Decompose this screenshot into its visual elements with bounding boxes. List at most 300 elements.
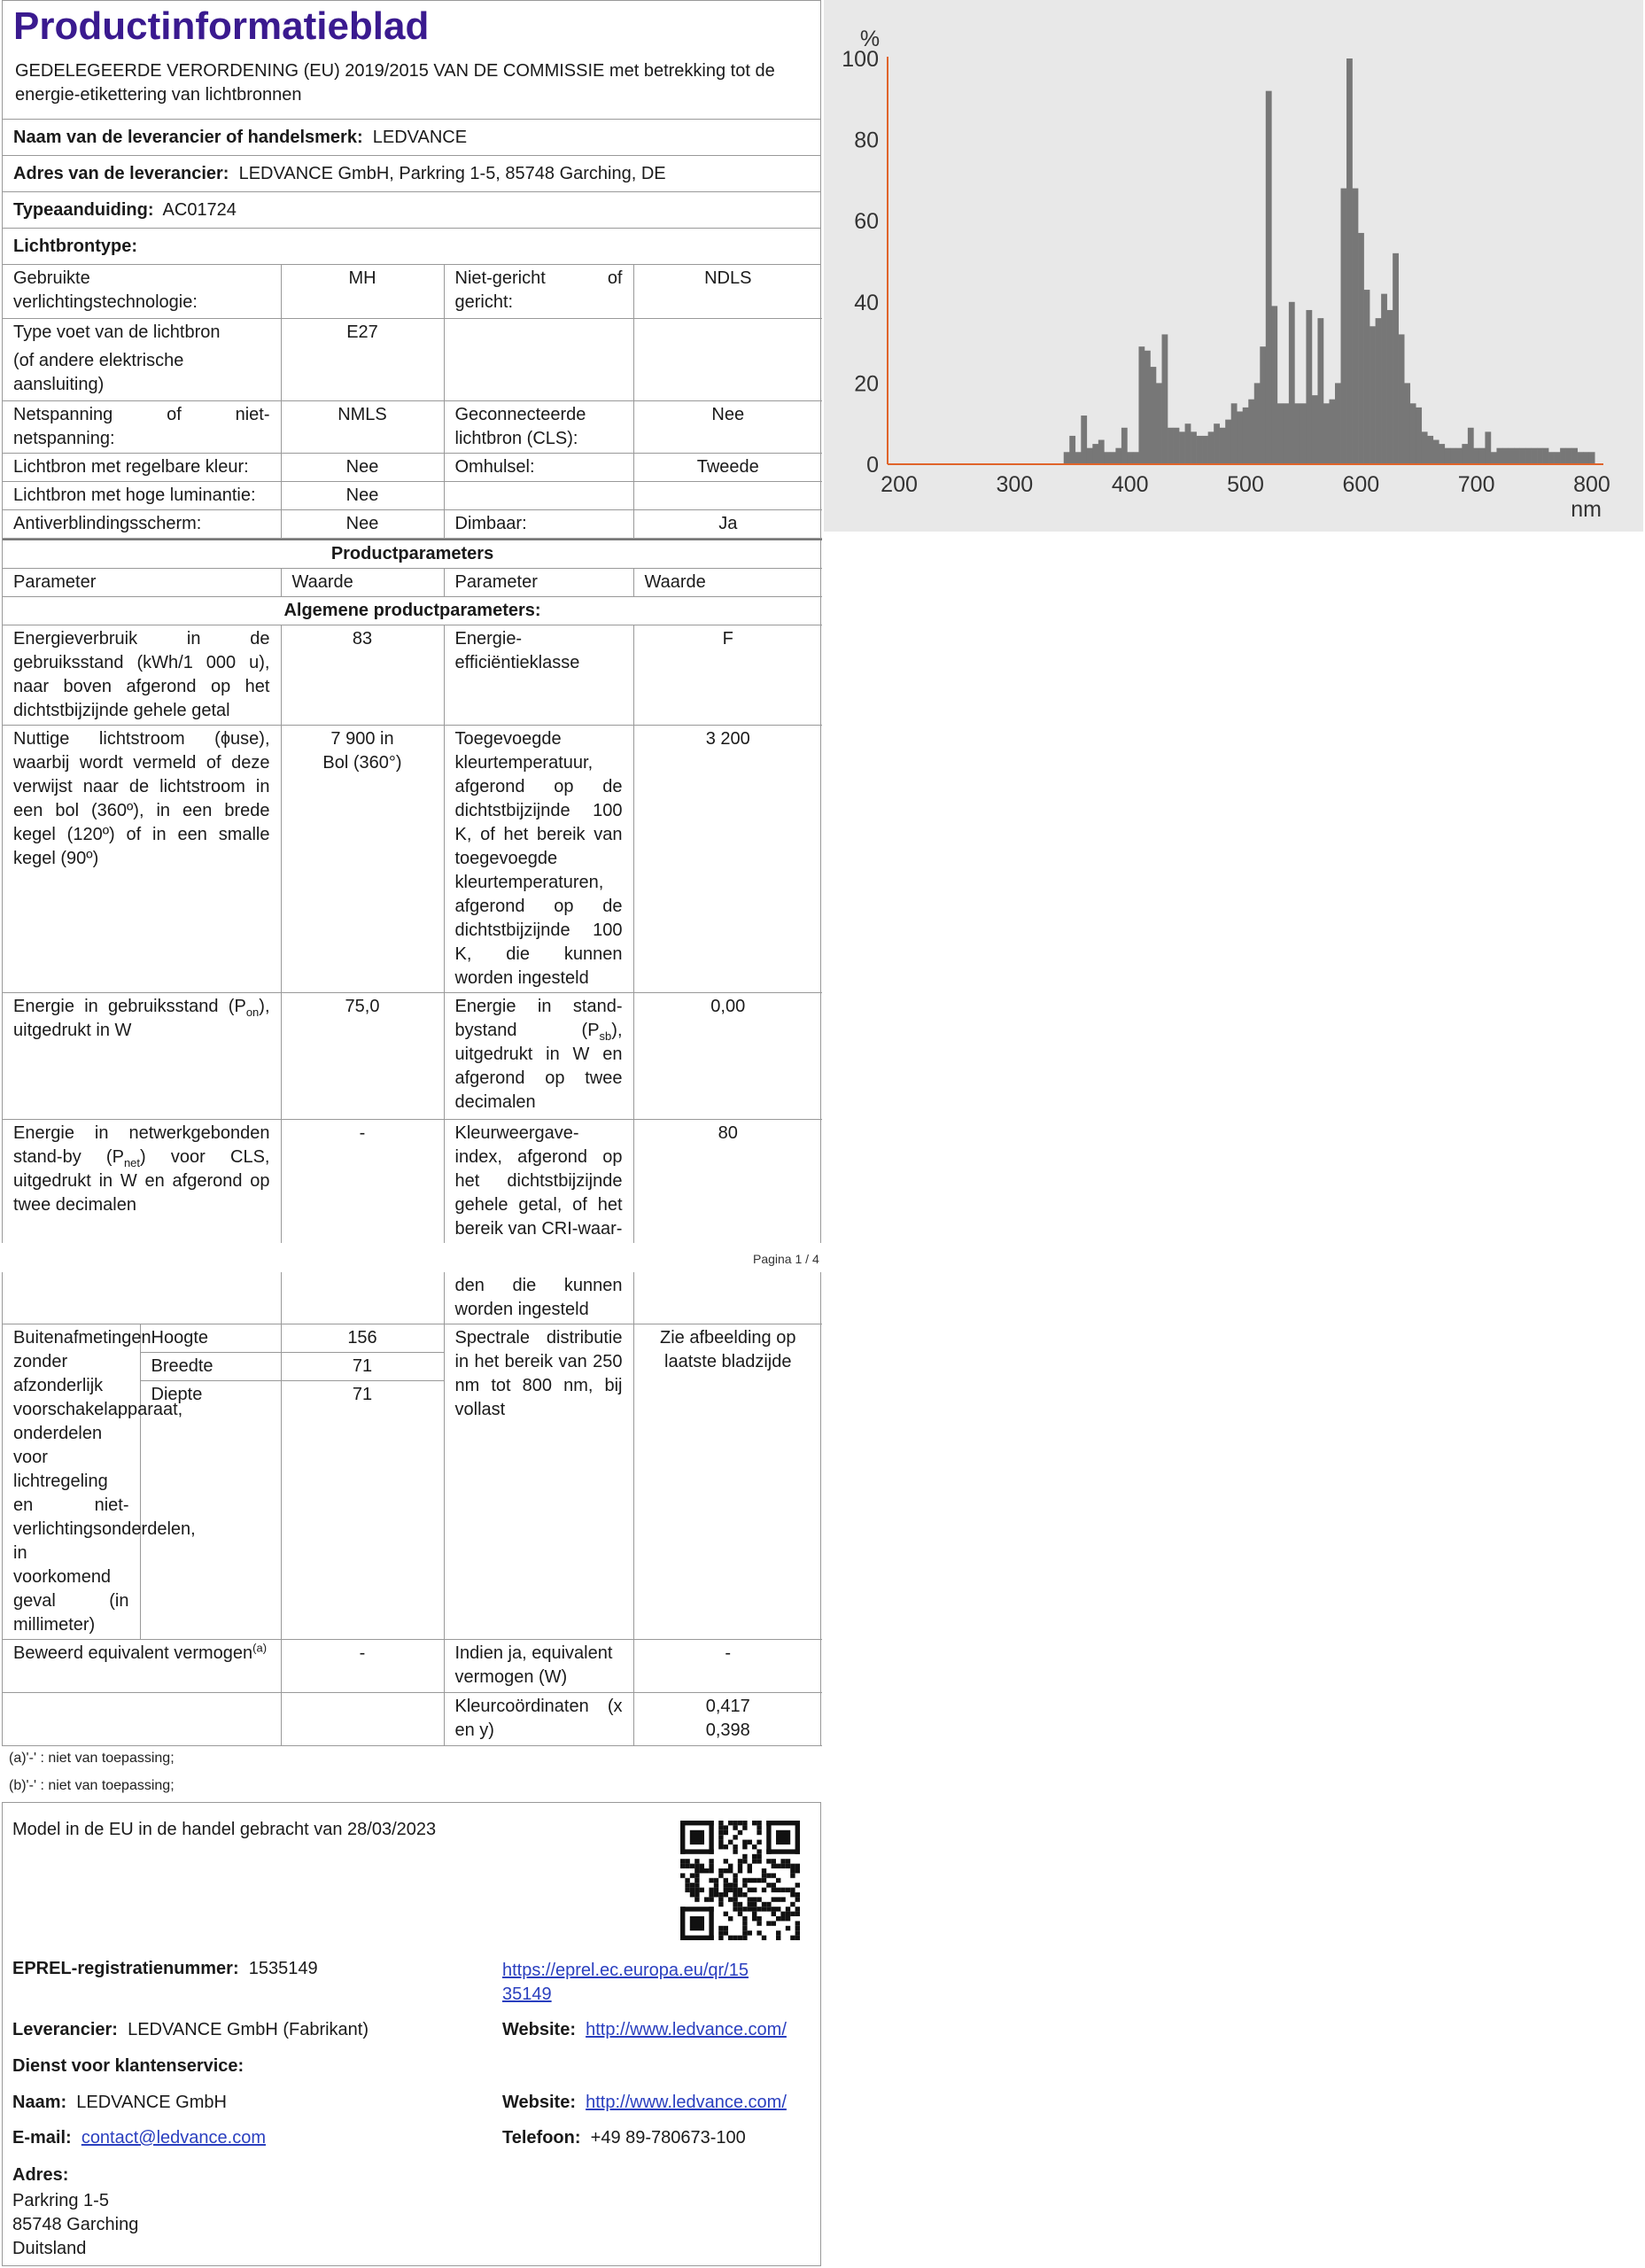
qr-module: [718, 1845, 723, 1849]
qr-module: [733, 1883, 737, 1887]
table-row: [3, 453, 822, 481]
qr-module: [766, 1907, 771, 1911]
spectrum-bar: [1404, 383, 1410, 464]
qr-module: [795, 1926, 800, 1930]
qr-module: [724, 1830, 728, 1835]
qr-module: [780, 1859, 785, 1863]
qr-module: [704, 1897, 709, 1901]
qr-module: [772, 1859, 776, 1863]
value-cell: Ja: [633, 509, 822, 538]
dimension-name: Hoogte: [140, 1324, 281, 1353]
dimension-value: 71: [281, 1381, 444, 1640]
qr-module: [680, 1859, 685, 1863]
qr-module: [772, 1873, 776, 1877]
y-tick-label: 80: [854, 128, 879, 153]
qr-module: [776, 1907, 780, 1911]
service-label: [12, 2056, 244, 2077]
page-title: Productinformatieblad: [13, 4, 430, 48]
spectrum-svg: [824, 0, 1643, 532]
table-row: [3, 481, 822, 509]
qr-module: [752, 1912, 757, 1916]
spectrum-bar: [1370, 326, 1376, 464]
qr-module: [757, 1849, 761, 1853]
qr-module: [795, 1892, 800, 1897]
label-cell: Geconnecteerde lichtbron (CLS):: [444, 400, 633, 453]
spectrum-bar: [1185, 423, 1191, 464]
qr-module: [742, 1907, 747, 1911]
qr-module: [714, 1883, 718, 1887]
phone-value: +49 89-780673-100: [590, 2128, 746, 2148]
spectral-label: Spectrale distributie in het bereik van 250 nm tot 800 nm, bij vollast: [444, 1324, 633, 1640]
table-row: [3, 540, 822, 569]
label-cell: Lichtbron met regelbare kleur:: [3, 453, 281, 481]
qr-module: [766, 1921, 771, 1925]
spectrum-bar: [1138, 346, 1145, 464]
supplier-value: LEDVANCE GmbH (Fabrikant): [128, 2020, 369, 2039]
eprel-link-line-2[interactable]: 35149: [502, 1984, 552, 2004]
qr-module: [790, 1868, 795, 1873]
qr-module: [795, 1868, 800, 1873]
qr-module: [742, 1845, 747, 1849]
qr-module: [742, 1930, 747, 1935]
spectrum-bar: [1496, 448, 1502, 464]
qr-module: [742, 1821, 747, 1825]
qr-module: [738, 1892, 742, 1897]
spectrum-bar: [1376, 318, 1382, 464]
spectrum-bar: [1491, 452, 1497, 464]
email-row: [12, 2128, 266, 2148]
spectrum-bar: [1473, 448, 1479, 464]
column-header: Parameter: [444, 568, 633, 596]
value-cell: 80: [633, 1119, 822, 1243]
label-cell: [444, 992, 633, 1119]
qr-module: [694, 1873, 699, 1877]
qr-module: [748, 1902, 752, 1907]
label-cell: Niet-gericht of gericht:: [444, 265, 633, 318]
spectrum-bar: [1525, 448, 1532, 464]
equivalent-watt-value: -: [633, 1640, 822, 1693]
qr-module: [718, 1936, 723, 1940]
value-cell: NDLS: [633, 265, 822, 318]
type-id-row: [3, 192, 820, 229]
y-tick-label: 40: [854, 290, 879, 315]
value-cell: 75,0: [281, 992, 444, 1119]
qr-module: [694, 1868, 699, 1873]
qr-module: [738, 1830, 742, 1835]
table-row: [3, 725, 822, 992]
dimension-value: 156: [281, 1324, 444, 1353]
value-cell: 83: [281, 625, 444, 725]
spectrum-bar: [1532, 448, 1538, 464]
qr-module: [718, 1892, 723, 1897]
spectrum-bar: [1514, 448, 1520, 464]
datasheet-page-2: [2, 1272, 821, 1746]
params-table-continued: [3, 1272, 822, 1746]
qr-module: [733, 1897, 737, 1901]
type-table: [3, 265, 822, 539]
spectrum-bar: [1202, 436, 1208, 464]
spectrum-bar: [1399, 334, 1405, 464]
qr-module: [757, 1830, 761, 1835]
qr-module: [786, 1864, 790, 1868]
qr-module: [748, 1840, 752, 1845]
spectrum-bar: [1098, 440, 1105, 464]
value-cell: [633, 318, 822, 400]
dimension-name: Breedte: [140, 1353, 281, 1381]
qr-module: [733, 1825, 737, 1829]
qr-module: [748, 1907, 752, 1911]
label-cell: [444, 481, 633, 509]
label-cell: Energie-efficiëntieklasse: [444, 625, 633, 725]
spectrum-bar: [1422, 431, 1428, 464]
qr-module: [728, 1840, 733, 1845]
website-2-row: [502, 2093, 787, 2113]
spectrum-bar: [1271, 306, 1277, 464]
p-on-sub: on: [245, 1005, 260, 1019]
spectrum-bar: [1191, 431, 1197, 464]
qr-module: [786, 1859, 790, 1863]
qr-module: [776, 1888, 780, 1892]
regulation-text: GEDELEGEERDE VERORDENING (EU) 2019/2015 VAN DE COMMISSIE met betrekking tot de energie-etikettering van lichtbronnen: [15, 61, 775, 105]
light-source-type-row: [3, 229, 820, 265]
spectrum-bar: [1323, 403, 1330, 464]
spectrum-bar: [1168, 428, 1174, 464]
spectrum-bar: [1566, 448, 1572, 464]
label-cell: [3, 318, 281, 400]
qr-module: [733, 1835, 737, 1839]
qr-module: [690, 1864, 694, 1868]
qr-module: [762, 1907, 766, 1911]
qr-module: [694, 1892, 699, 1897]
qr-module: [728, 1883, 733, 1887]
dimensions-label: Buitenafmetingen zonder afzonderlijk voorschakelapparaat, onderdelen voor lichtregeling en niet-verlichtingsonderdelen, in voorkomend geval (in millimeter): [3, 1324, 140, 1640]
chromaticity-x: 0,417: [705, 1697, 750, 1716]
supplier-name-value: LEDVANCE: [372, 128, 468, 147]
qr-finder: [766, 1821, 800, 1825]
qr-module: [724, 1825, 728, 1829]
qr-module: [733, 1878, 737, 1883]
qr-module: [757, 1921, 761, 1925]
spectrum-bar: [1462, 444, 1468, 464]
y-tick-label: 0: [866, 453, 879, 478]
qr-module: [757, 1897, 761, 1901]
qr-module: [718, 1835, 723, 1839]
table-row: [3, 992, 822, 1119]
spectrum-bar: [1358, 233, 1364, 464]
supplier-address-label: Adres van de leverancier:: [13, 164, 229, 183]
qr-module: [786, 1888, 790, 1892]
qr-module: [757, 1907, 761, 1911]
p-net-label-a: Energie in netwerkgebonden stand-by (P: [13, 1122, 270, 1167]
y-tick-label: 100: [842, 47, 879, 72]
qr-module: [742, 1859, 747, 1863]
eprel-value: 1535149: [248, 1959, 318, 1978]
qr-module: [709, 1897, 713, 1901]
p-net-label-b: ) voor CLS, uitgedrukt in W en afgerond op twee decimalen: [13, 1146, 270, 1215]
value-cell: 0,00: [633, 992, 822, 1119]
qr-module: [718, 1840, 723, 1845]
spectrum-bar: [1387, 310, 1393, 464]
spectrum-bar: [1479, 448, 1486, 464]
qr-module: [700, 1864, 704, 1868]
qr-module: [772, 1921, 776, 1925]
table-row: [3, 1640, 822, 1693]
table-row: [3, 400, 822, 453]
chromaticity-y: 0,398: [705, 1720, 750, 1740]
spectrum-bar: [1294, 403, 1300, 464]
qr-module: [795, 1907, 800, 1911]
spectrum-bar: [1508, 448, 1514, 464]
qr-module: [724, 1892, 728, 1897]
spectrum-bar: [1081, 416, 1087, 464]
qr-module: [685, 1883, 689, 1887]
qr-module: [790, 1892, 795, 1897]
column-header: Parameter: [3, 568, 281, 596]
qr-module: [742, 1892, 747, 1897]
phone-row: [502, 2128, 746, 2148]
qr-finder: [680, 1907, 685, 1940]
label-cell: [3, 1119, 281, 1243]
value-cell: MH: [281, 265, 444, 318]
spectrum-bar: [1225, 420, 1231, 464]
qr-finder: [680, 1936, 714, 1940]
qr-module: [690, 1888, 694, 1892]
column-header: Waarde: [633, 568, 822, 596]
spectrum-bar: [1341, 189, 1347, 464]
qr-module: [762, 1888, 766, 1892]
title-block: [3, 1, 820, 120]
spectrum-bar: [1156, 383, 1162, 464]
x-tick-label: 400: [1111, 472, 1149, 497]
qr-module: [786, 1926, 790, 1930]
spectrum-bar: [1121, 428, 1128, 464]
qr-module: [728, 1916, 733, 1921]
spectrum-bar: [1069, 436, 1075, 464]
qr-module: [700, 1868, 704, 1873]
qr-module: [780, 1912, 785, 1916]
qr-module: [780, 1897, 785, 1901]
qr-module: [690, 1892, 694, 1897]
spectrum-bar: [1300, 403, 1307, 464]
spectrum-bar: [1543, 448, 1549, 464]
qr-module: [776, 1930, 780, 1935]
qr-module: [709, 1864, 713, 1868]
p-sb-label-b: ), uitgedrukt in W en afgerond op twee decimalen: [454, 1020, 623, 1112]
spectrum-bar: [1439, 444, 1445, 464]
x-tick-label: 500: [1227, 472, 1264, 497]
qr-module: [685, 1864, 689, 1868]
spectrum-bar: [1548, 452, 1555, 464]
spectrum-bar: [1092, 444, 1098, 464]
qr-module: [709, 1868, 713, 1873]
qr-module: [795, 1897, 800, 1901]
empty-cell: [3, 1272, 281, 1324]
spectrum-bar: [1335, 383, 1341, 464]
qr-module: [786, 1907, 790, 1911]
label-cell: Toegevoegde kleurtemperatuur, afgerond op de dichtstbijzijnde 100 K, of het bereik van toegevoegde kleurtemperaturen, afgerond op de dichtstbijzijnde 100 K, die kunnen worden ingesteld: [444, 725, 633, 992]
service-name-row: [12, 2093, 227, 2113]
qr-module: [733, 1888, 737, 1892]
value-cell: -: [281, 1119, 444, 1243]
website-link[interactable]: http://www.ledvance.com/: [586, 2020, 787, 2039]
qr-module: [742, 1825, 747, 1829]
address-line: Duitsland: [12, 2239, 87, 2258]
eprel-row: [12, 1959, 318, 1979]
spectrum-bar: [1433, 440, 1439, 464]
qr-module: [748, 1878, 752, 1883]
qr-module: [738, 1936, 742, 1940]
qr-module: [742, 1921, 747, 1925]
table-row: [3, 1119, 822, 1243]
address-line: 85748 Garching: [12, 2215, 139, 2234]
p-on-label-a: Energie in gebruiksstand (P: [13, 996, 246, 1016]
qr-module: [738, 1864, 742, 1868]
value-cell: E27: [281, 318, 444, 400]
product-params-header: Productparameters: [3, 540, 822, 569]
qr-module: [780, 1916, 785, 1921]
website-row: [502, 2020, 787, 2040]
website-2-link[interactable]: http://www.ledvance.com/: [586, 2093, 787, 2112]
spectrum-bar: [1237, 411, 1243, 464]
p-on-label-b: ), uitgedrukt in W: [13, 996, 270, 1040]
qr-module: [752, 1907, 757, 1911]
qr-module: [790, 1912, 795, 1916]
table-row: [3, 1272, 822, 1324]
spectrum-bar: [1502, 448, 1509, 464]
table-row: [3, 509, 822, 538]
x-tick-label: 200: [881, 472, 918, 497]
spectrum-bar: [1243, 408, 1249, 464]
qr-module: [694, 1859, 699, 1863]
label-cell: Omhulsel:: [444, 453, 633, 481]
qr-module: [724, 1868, 728, 1873]
email-link[interactable]: contact@ledvance.com: [81, 2128, 266, 2148]
qr-code-icon[interactable]: [680, 1821, 800, 1940]
spectrum-bar: [1179, 431, 1185, 464]
qr-module: [772, 1912, 776, 1916]
qr-module: [718, 1926, 723, 1930]
spectrum-bar: [1075, 452, 1082, 464]
qr-module: [690, 1873, 694, 1877]
qr-module: [742, 1926, 747, 1930]
spectrum-bar: [1520, 448, 1526, 464]
phone-label: Telefoon:: [502, 2128, 581, 2148]
qr-module: [680, 1873, 685, 1877]
label-cell: [3, 992, 281, 1119]
equivalent-label: [3, 1640, 281, 1693]
spectrum-bar: [1145, 351, 1151, 464]
qr-module: [748, 1888, 752, 1892]
spectrum-bar: [1174, 428, 1180, 464]
value-cell: NMLS: [281, 400, 444, 453]
spectrum-bar: [1427, 436, 1433, 464]
address-label-text: Adres:: [12, 2165, 69, 2185]
table-row: [3, 1324, 822, 1353]
qr-module: [752, 1902, 757, 1907]
eprel-label: EPREL-registratienummer:: [12, 1959, 239, 1978]
spectrum-bar: [1583, 452, 1589, 464]
qr-module: [694, 1888, 699, 1892]
spectrum-bar: [1277, 403, 1284, 464]
qr-module: [762, 1873, 766, 1877]
label-cell: Dimbaar:: [444, 509, 633, 538]
qr-module: [757, 1878, 761, 1883]
spectrum-bar: [1150, 367, 1156, 464]
spectrum-bar: [1231, 403, 1238, 464]
label-cell: Netspanning of niet-netspanning:: [3, 400, 281, 453]
qr-module: [766, 1902, 771, 1907]
spectrum-bar: [1571, 448, 1578, 464]
qr-module: [795, 1864, 800, 1868]
qr-module: [762, 1868, 766, 1873]
qr-module: [724, 1878, 728, 1883]
value-cell: Nee: [633, 400, 822, 453]
qr-module: [742, 1854, 747, 1859]
qr-module: [724, 1912, 728, 1916]
qr-module: [709, 1878, 713, 1883]
qr-module: [733, 1845, 737, 1849]
chromaticity-value: [633, 1693, 822, 1746]
qr-module: [772, 1883, 776, 1887]
qr-module: [718, 1930, 723, 1935]
qr-module: [786, 1916, 790, 1921]
qr-module: [733, 1821, 737, 1825]
qr-finder: [680, 1821, 714, 1825]
qr-module: [776, 1897, 780, 1901]
qr-module: [748, 1864, 752, 1868]
qr-module: [728, 1936, 733, 1940]
qr-finder: [709, 1907, 713, 1940]
qr-module: [772, 1864, 776, 1868]
qr-module: [762, 1902, 766, 1907]
qr-module: [795, 1883, 800, 1887]
qr-module: [714, 1878, 718, 1883]
qr-finder: [766, 1821, 771, 1854]
label-cell: Kleurweergave-index, afgerond op het dichtstbijzijnde gehele getal, of het bereik van CRI-waar-: [444, 1119, 633, 1243]
spectrum-bar: [1104, 452, 1110, 464]
qr-module: [776, 1864, 780, 1868]
address-line: Parkring 1-5: [12, 2191, 109, 2210]
qr-module: [738, 1907, 742, 1911]
table-row: [3, 568, 822, 596]
spectrum-bar: [1312, 395, 1318, 464]
y-axis-label: %: [859, 27, 881, 51]
spectrum-bar: [1266, 91, 1272, 464]
qr-finder: [690, 1916, 704, 1930]
qr-module: [776, 1916, 780, 1921]
qr-module: [738, 1859, 742, 1863]
equivalent-watt-label: Indien ja, equivalent vermogen (W): [444, 1640, 633, 1693]
supplier-row: [12, 2020, 369, 2040]
spectrum-bar: [1485, 431, 1491, 464]
qr-finder: [680, 1821, 685, 1854]
value-cell: 3 200: [633, 725, 822, 992]
qr-module: [752, 1888, 757, 1892]
spectrum-chart: [824, 0, 1643, 532]
qr-module: [718, 1830, 723, 1835]
x-tick-label: 800: [1573, 472, 1610, 497]
qr-finder: [680, 1849, 714, 1853]
qr-module: [718, 1897, 723, 1901]
eprel-link-line-1[interactable]: https://eprel.ec.europa.eu/qr/15: [502, 1961, 749, 1980]
spectrum-bar: [1393, 253, 1399, 464]
p-sb-label-a: Energie in stand-bystand (P: [454, 996, 623, 1040]
eprel-link[interactable]: [502, 1959, 749, 2007]
spectrum-bar: [1589, 452, 1595, 464]
qr-finder: [776, 1830, 790, 1845]
qr-module: [685, 1888, 689, 1892]
qr-module: [733, 1907, 737, 1911]
